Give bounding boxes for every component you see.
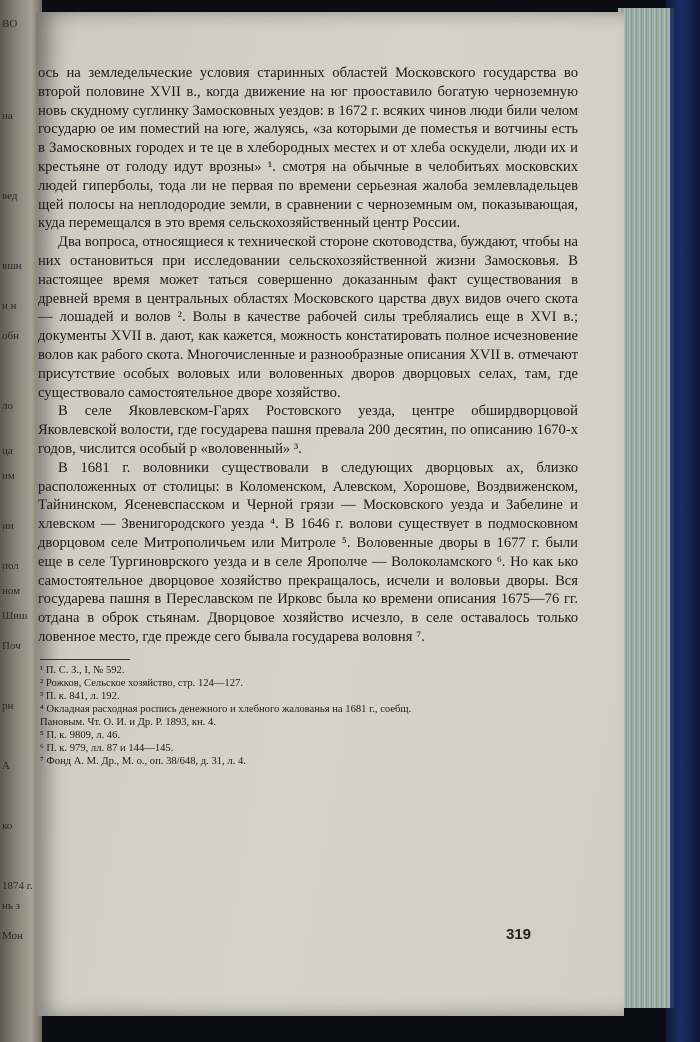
footnote: ⁴ Окладная расходная роспись денежного и хлебного жалованья на 1681 г., соебщ. <box>40 703 412 715</box>
facing-page-fragment: вед <box>2 190 18 202</box>
facing-page-fragment: А <box>2 760 10 772</box>
facing-page-fragment: Шиш <box>2 610 28 622</box>
facing-page-fragment: ло <box>2 400 13 412</box>
paragraph: ось на земледельческие условия старинных областей Московского государства во второй половине XVII в., когда движение на юг прооставило богатую черноземную новь скудному суглинку Замосковных уездов: в 1672 г. всяких чинов люди били челом государю ое им поместий на юге, жалуясь, «за которыми де поместья и вотчины есть в Замосковных городех и те це в хлебородных местех и от хлеба оскудели, люди их и крестьяне от голоду идут врозны» ¹. смотря на обычные в челобитьях московских людей гиперболы, тода ли не первая по времени серьезная жалоба землевладельцев щей полосы на неплодородие земли, в сравнении с черноземным ом, показывающая, куда перемещался в это время сельскохозяйственный центр России. <box>38 65 578 232</box>
facing-page-fragment: обн <box>2 330 19 342</box>
footnote: ⁵ П. к. 9809, л. 46. <box>40 729 121 741</box>
page-text <box>38 64 578 768</box>
facing-page-fragment: на <box>2 110 13 122</box>
paragraph: В селе Яковлевском-Гарях Ростовского уезда, центре обширдворцовой Яковлевской волости, где государева пашня превала 200 десятин, по описанию 1670-х годов, числится особый р «воловенный» ³. <box>38 403 578 457</box>
footnote: ⁶ П. к. 979, лл. 87 и 144—145. <box>40 742 174 754</box>
facing-page-fragment: Мон <box>2 930 23 942</box>
facing-page-fragment: ца <box>2 445 13 457</box>
footnote: ² Рожков, Сельское хозяйство, стр. 124—127. <box>40 677 243 689</box>
footnotes <box>38 664 578 768</box>
facing-page-fragment: Поч <box>2 640 21 652</box>
facing-page-fragment: вшн <box>2 260 22 272</box>
footnote: ⁷ Фонд А. М. Др., М. о., оп. 38/648, д. 31, л. 4. <box>40 755 246 767</box>
paragraph: Два вопроса, относящиеся к технической стороне скотоводства, буждают, чтобы на них остановиться при исследовании сельскохозяйственной жизни Замосковья. В настоящее время может таться совершенно доказанным факт существования в древней время в центральных областях Московского царства двух видов очего скота — лошадей и волов ². Волы в качестве рабочей силы требляались еще в XVI в.; документы XVII в. дают, как кажется, можность констатировать полное исчезновение волов как рабого скота. Многочисленные и разнообразные описания XVII в. отмечают присутствие особых воловых или воловенных дворов дворцовых селах, там, где существовало самостоятельное дворе хозяйство. <box>38 234 578 401</box>
facing-page-fragment: ном <box>2 585 21 597</box>
page-block-edge <box>618 8 674 1008</box>
facing-page-fragment: ко <box>2 820 13 832</box>
facing-page-fragment: пол <box>2 560 19 572</box>
facing-page-fragment: ии <box>2 520 14 532</box>
facing-page-fragment: 1874 г. <box>2 880 33 892</box>
footnote-divider <box>40 659 130 660</box>
page-number: 319 <box>506 926 532 943</box>
facing-page-fragment: нь з <box>2 900 20 912</box>
facing-page-fragment: и н <box>2 300 17 312</box>
footnote: Пановым. Чт. О. И. и Др. Р. 1893, кн. 4. <box>40 716 216 728</box>
footnote: ³ П. к. 841, л. 192. <box>40 690 120 702</box>
paragraph: В 1681 г. воловники существовали в следующих дворцовых ах, близко расположенных от столицы: в Коломенском, Алевском, Хорошове, Воздвиженском, Тайнинском, Ясеневспасском и Черной грязи — Московского уезда и Забелине и хлевском — Звенигородского уезда ⁴. В 1646 г. волови существует в подмосковном дворцовом селе Митрополичьем или Митроле ⁵. Воловенные дворы в 1677 г. были еще в селе Тургиноврского уезда и в селе Ярополче — Волоколамского ⁶. Но как ько самостоятельное дворцовое хозяйство прекращалось, исчели и воловьи дворы. Вся государева пашня в Переславском пе Ирковс была ко времени описания 1675—76 гг. отдана в оброк стьянам. Дворцовое хозяйство исчезло, в селе оставалось только ловенное место, где прежде сего бывала государева воловня ⁷. <box>38 459 578 645</box>
footnote: ¹ П. С. З., I, № 592. <box>40 664 125 676</box>
book-page <box>36 12 624 1016</box>
facing-page-fragment: ВО <box>2 18 18 30</box>
facing-page-fragment: им <box>2 470 15 482</box>
facing-page-fragment: рн <box>2 700 14 712</box>
